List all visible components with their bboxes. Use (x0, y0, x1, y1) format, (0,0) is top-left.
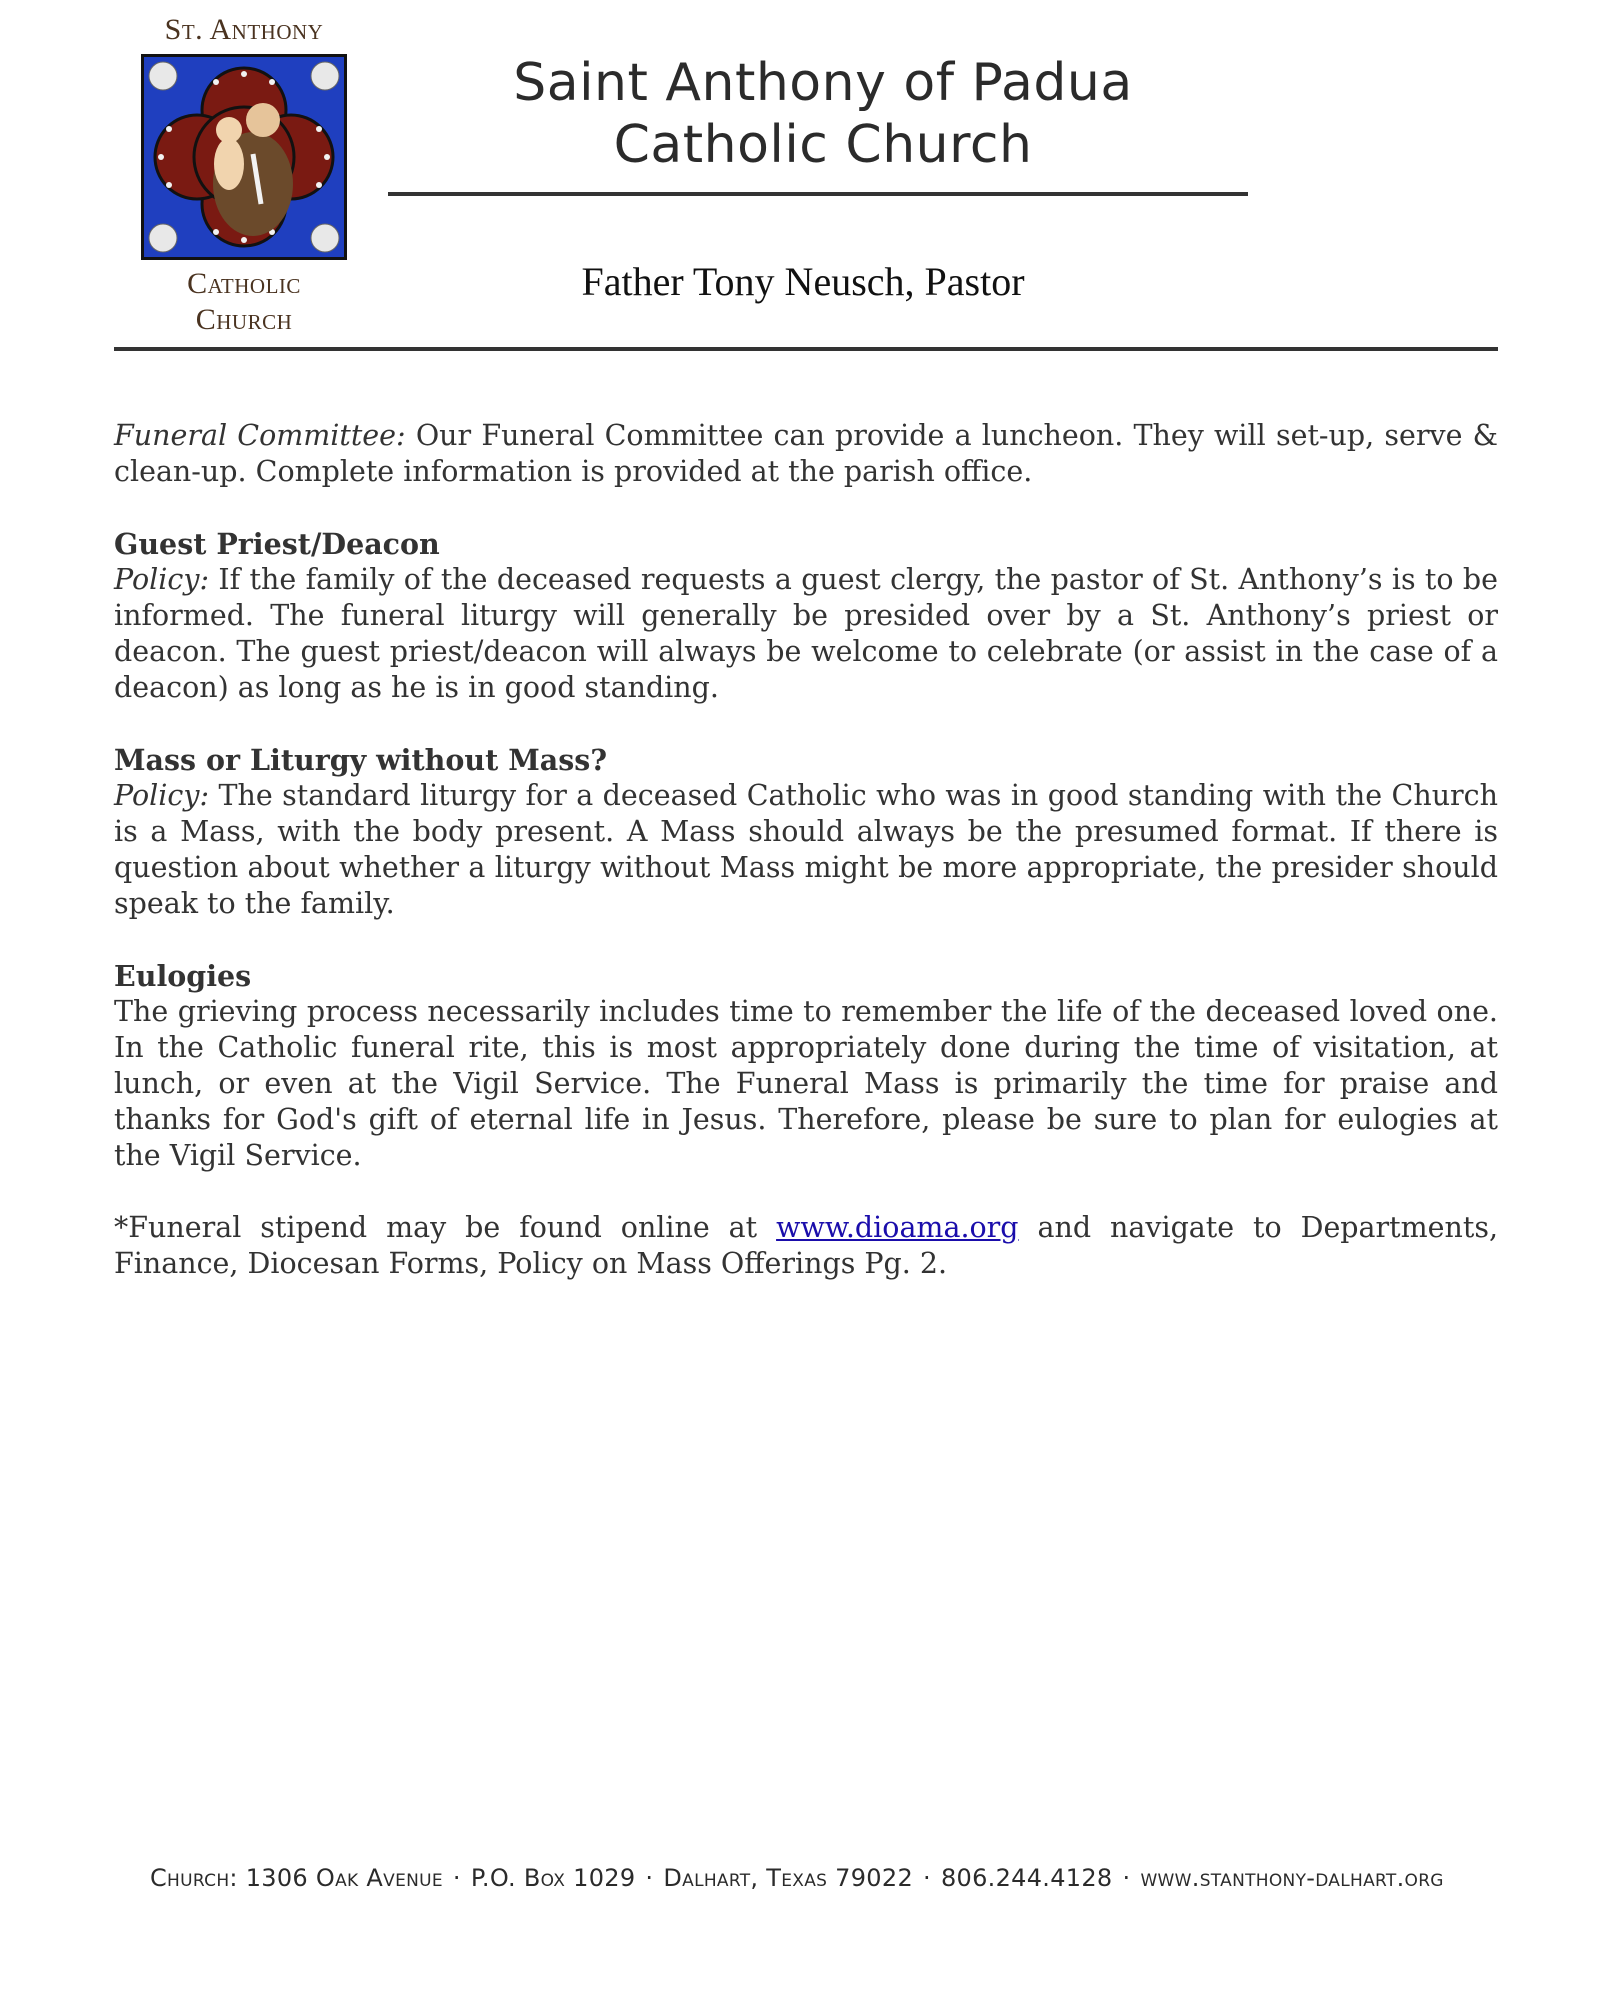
section-heading: Mass or Liturgy without Mass? (114, 743, 608, 777)
footer-website: www.stanthony-dalhart.org (1140, 1864, 1444, 1892)
footer-po-box: P.O. Box 1029 (470, 1864, 636, 1892)
footer-separator: · (645, 1864, 654, 1892)
section-eulogies (114, 958, 1498, 1174)
header-divider (388, 192, 1248, 196)
footer-address (150, 1864, 1444, 1892)
dioama-link[interactable]: www.dioama.org (776, 1211, 1019, 1244)
footer-separator: · (1122, 1864, 1131, 1892)
logo-bottom-text-1: Catholic (187, 267, 301, 300)
logo-bottom-text-2: Church (195, 303, 293, 336)
document-body (114, 418, 1498, 1318)
church-logo (128, 12, 360, 338)
stipend-text-after: and navigate to Departments, Finance, Diocesan Forms, Policy on Mass Offerings Pg. 2. (114, 1211, 1499, 1280)
policy-label: Policy: (114, 779, 210, 812)
stipend-text-before: *Funeral stipend may be found online at (114, 1211, 777, 1244)
section-text (114, 562, 1498, 706)
policy-text: The standard liturgy for a deceased Catholic who was in good standing with the Church is a Mass, with the body present. A Mass should always be the presumed format. If there is question about whether a liturgy without Mass might be more appropriate, the presider should speak to the family. (114, 779, 1498, 920)
footer-church-address: Church: 1306 Oak Avenue (150, 1864, 443, 1892)
section-heading: Eulogies (114, 959, 252, 993)
footer-separator: · (923, 1864, 931, 1892)
funeral-committee-paragraph (114, 418, 1498, 490)
section-text: The grieving process necessarily includes time to remember the life of the deceased loved one. In the Catholic funeral rite, this is most appropriately done during the time of visitation, at lunch, or even at the Vigil Service. The Funeral Mass is primarily the time for praise and thanks for God's gift of eternal life in Jesus. Therefore, please be sure to plan for eulogies at the Vigil Service. (114, 995, 1498, 1172)
church-name-line-2: Catholic Church (613, 115, 1033, 175)
footer-phone: 806.244.4128 (940, 1864, 1113, 1892)
section-text (114, 778, 1498, 922)
section-guest-priest (114, 526, 1498, 706)
footer-city: Dalhart, Texas 79022 (663, 1864, 914, 1892)
church-name (388, 52, 1258, 176)
pastor-name: Father Tony Neusch, Pastor (581, 259, 1025, 304)
footer-separator: · (452, 1864, 461, 1892)
header-bottom-divider (114, 347, 1498, 351)
section-mass-or-liturgy (114, 742, 1498, 922)
section-heading: Guest Priest/Deacon (114, 527, 440, 561)
funeral-committee-text: Our Funeral Committee can provide a luncheon. They will set-up, serve & clean-up. Complete information is provided at the parish office. (114, 419, 1498, 488)
church-name-line-1: Saint Anthony of Padua (513, 53, 1133, 113)
funeral-committee-label: Funeral Committee: (114, 419, 406, 452)
policy-label: Policy: (114, 563, 210, 596)
logo-top-text: St. Anthony (164, 13, 324, 46)
stained-glass-logo-image (141, 54, 347, 260)
stipend-paragraph (114, 1210, 1498, 1282)
policy-text: If the family of the deceased requests a guest clergy, the pastor of St. Anthony’s is to be informed. The funeral liturgy will generally be presided over by a St. Anthony’s priest or deacon. The guest priest/deacon will always be welcome to celebrate (or assist in the case of a deacon) as long as he is in good standing. (114, 563, 1498, 704)
